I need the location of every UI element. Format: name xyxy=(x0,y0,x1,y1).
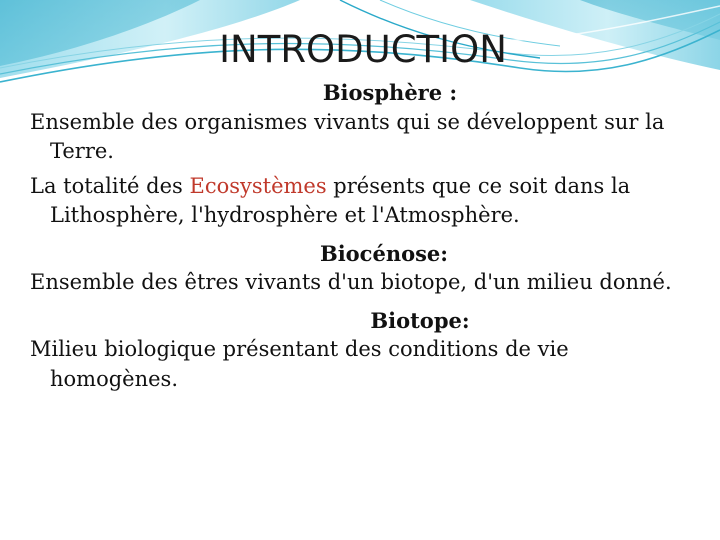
definition-text xyxy=(30,172,700,231)
term-heading: Biosphère : xyxy=(322,80,458,105)
highlighted-term: Ecosystèmes xyxy=(189,173,327,198)
term-heading: Biocénose: xyxy=(319,240,449,266)
definition-text-part: présents que ce soit dans la Lithosphère, l'hydrosphère et l'Atmosphère. xyxy=(50,173,631,227)
term-heading: Biotope: xyxy=(370,307,470,333)
definition-text: Milieu biologique présentant des conditions de vie homogènes. xyxy=(30,337,569,391)
slide-body xyxy=(30,78,700,399)
definition-text-part: La totalité des xyxy=(30,173,190,198)
definition-text: Ensemble des êtres vivants d'un biotope, d'un milieu donné. xyxy=(30,270,672,294)
definition-text: Ensemble des organismes vivants qui se développent sur la Terre. xyxy=(30,109,665,163)
slide-title: INTRODUCTION xyxy=(219,28,507,71)
